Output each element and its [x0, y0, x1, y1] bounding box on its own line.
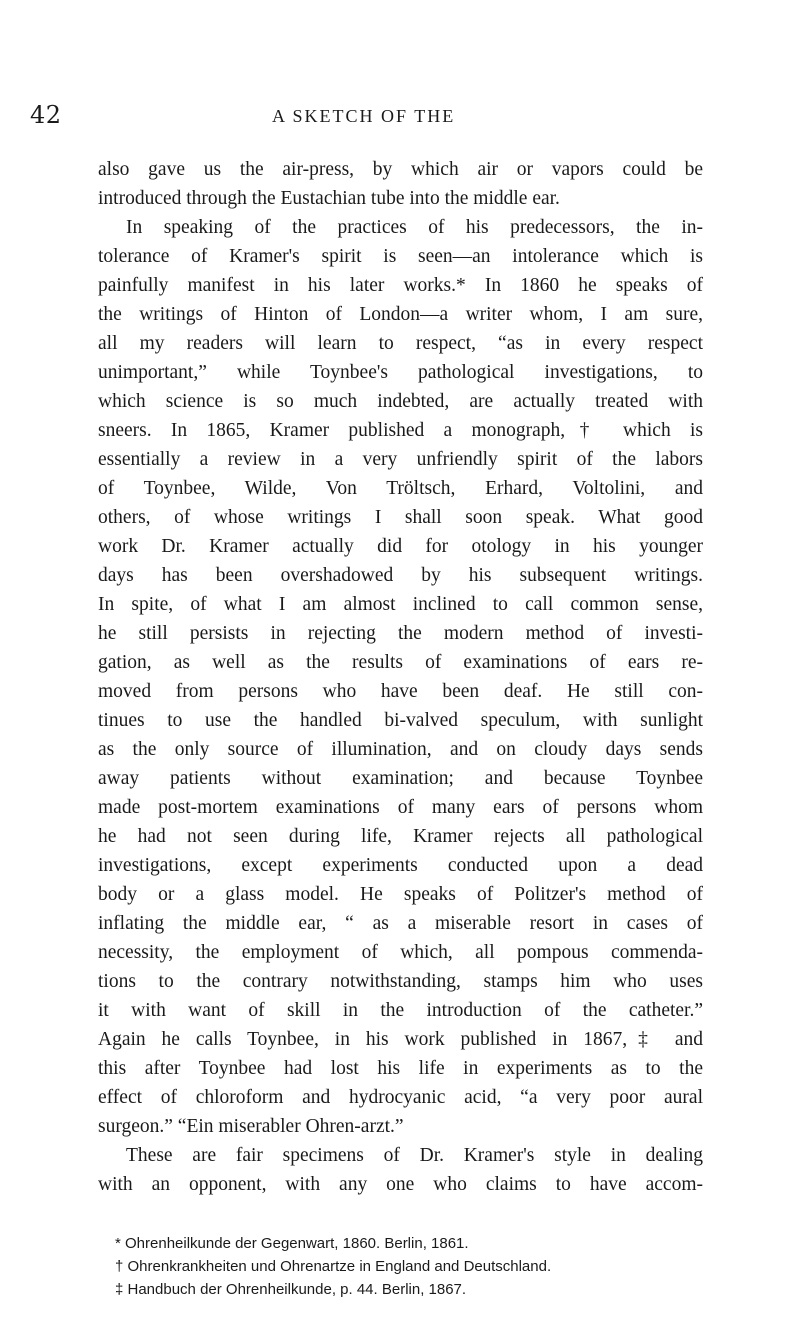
- text-line: with an opponent, with any one who claims to have accom-: [98, 1174, 703, 1195]
- text-line: effect of chloroform and hydrocyanic acid, “a very poor aural: [98, 1087, 703, 1108]
- text-line: of Toynbee, Wilde, Von Tröltsch, Erhard, Voltolini, and: [98, 478, 703, 499]
- text-line: others, of whose writings I shall soon speak. What good: [98, 507, 703, 528]
- text-line: also gave us the air-press, by which air or vapors could be: [98, 159, 703, 180]
- text-line: painfully manifest in his later works.* In 1860 he speaks of: [98, 275, 703, 296]
- body-text: [98, 155, 703, 1199]
- text-line: tions to the contrary notwithstanding, stamps him who uses: [98, 971, 703, 992]
- text-line: surgeon.” “Ein miserabler Ohren-arzt.”: [98, 1116, 404, 1137]
- text-line: body or a glass model. He speaks of Politzer's method of: [98, 884, 703, 905]
- text-line: the writings of Hinton of London—a writer whom, I am sure,: [98, 304, 703, 325]
- page-header: [30, 100, 770, 130]
- text-line: In speaking of the practices of his predecessors, the in-: [126, 217, 703, 238]
- text-line: tolerance of Kramer's spirit is seen—an intolerance which is: [98, 246, 703, 267]
- text-line: this after Toynbee had lost his life in experiments as to the: [98, 1058, 703, 1079]
- text-line: all my readers will learn to respect, “as in every respect: [98, 333, 703, 354]
- text-line: In spite, of what I am almost inclined to call common sense,: [98, 594, 703, 615]
- footnotes: [115, 1232, 735, 1301]
- text-line: he still persists in rejecting the modern method of investi-: [98, 623, 703, 644]
- running-head: A SKETCH OF THE: [272, 106, 456, 126]
- footnote: † Ohrenkrankheiten und Ohrenartze in England and Deutschland.: [115, 1258, 552, 1275]
- page-number: 42: [30, 101, 62, 129]
- text-line: unimportant,” while Toynbee's pathological investigations, to: [98, 362, 703, 383]
- text-line: essentially a review in a very unfriendly spirit of the labors: [98, 449, 703, 470]
- text-line: sneers. In 1865, Kramer published a monograph,† which is: [98, 420, 703, 441]
- text-line: which science is so much indebted, are actually treated with: [98, 391, 703, 412]
- text-line: it with want of skill in the introduction of the catheter.”: [98, 1000, 703, 1021]
- text-line: These are fair specimens of Dr. Kramer's style in dealing: [126, 1145, 703, 1166]
- text-line: moved from persons who have been deaf. He still con-: [98, 681, 703, 702]
- text-line: investigations, except experiments conducted upon a dead: [98, 855, 703, 876]
- text-line: inflating the middle ear, “ as a miserable resort in cases of: [98, 913, 703, 934]
- text-line: as the only source of illumination, and on cloudy days sends: [98, 739, 703, 760]
- text-line: introduced through the Eustachian tube into the middle ear.: [98, 188, 560, 209]
- footnote: ‡ Handbuch der Ohrenheilkunde, p. 44. Berlin, 1867.: [115, 1281, 467, 1298]
- footnote: * Ohrenheilkunde der Gegenwart, 1860. Berlin, 1861.: [115, 1235, 469, 1252]
- text-line: work Dr. Kramer actually did for otology in his younger: [98, 536, 703, 557]
- text-line: Again he calls Toynbee, in his work published in 1867,‡ and: [98, 1029, 703, 1050]
- text-line: days has been overshadowed by his subsequent writings.: [98, 565, 703, 586]
- text-line: he had not seen during life, Kramer rejects all pathological: [98, 826, 703, 847]
- text-line: away patients without examination; and because Toynbee: [98, 768, 703, 789]
- text-line: necessity, the employment of which, all pompous commenda-: [98, 942, 703, 963]
- text-line: made post-mortem examinations of many ears of persons whom: [98, 797, 703, 818]
- text-line: tinues to use the handled bi-valved speculum, with sunlight: [98, 710, 703, 731]
- text-line: gation, as well as the results of examinations of ears re-: [98, 652, 703, 673]
